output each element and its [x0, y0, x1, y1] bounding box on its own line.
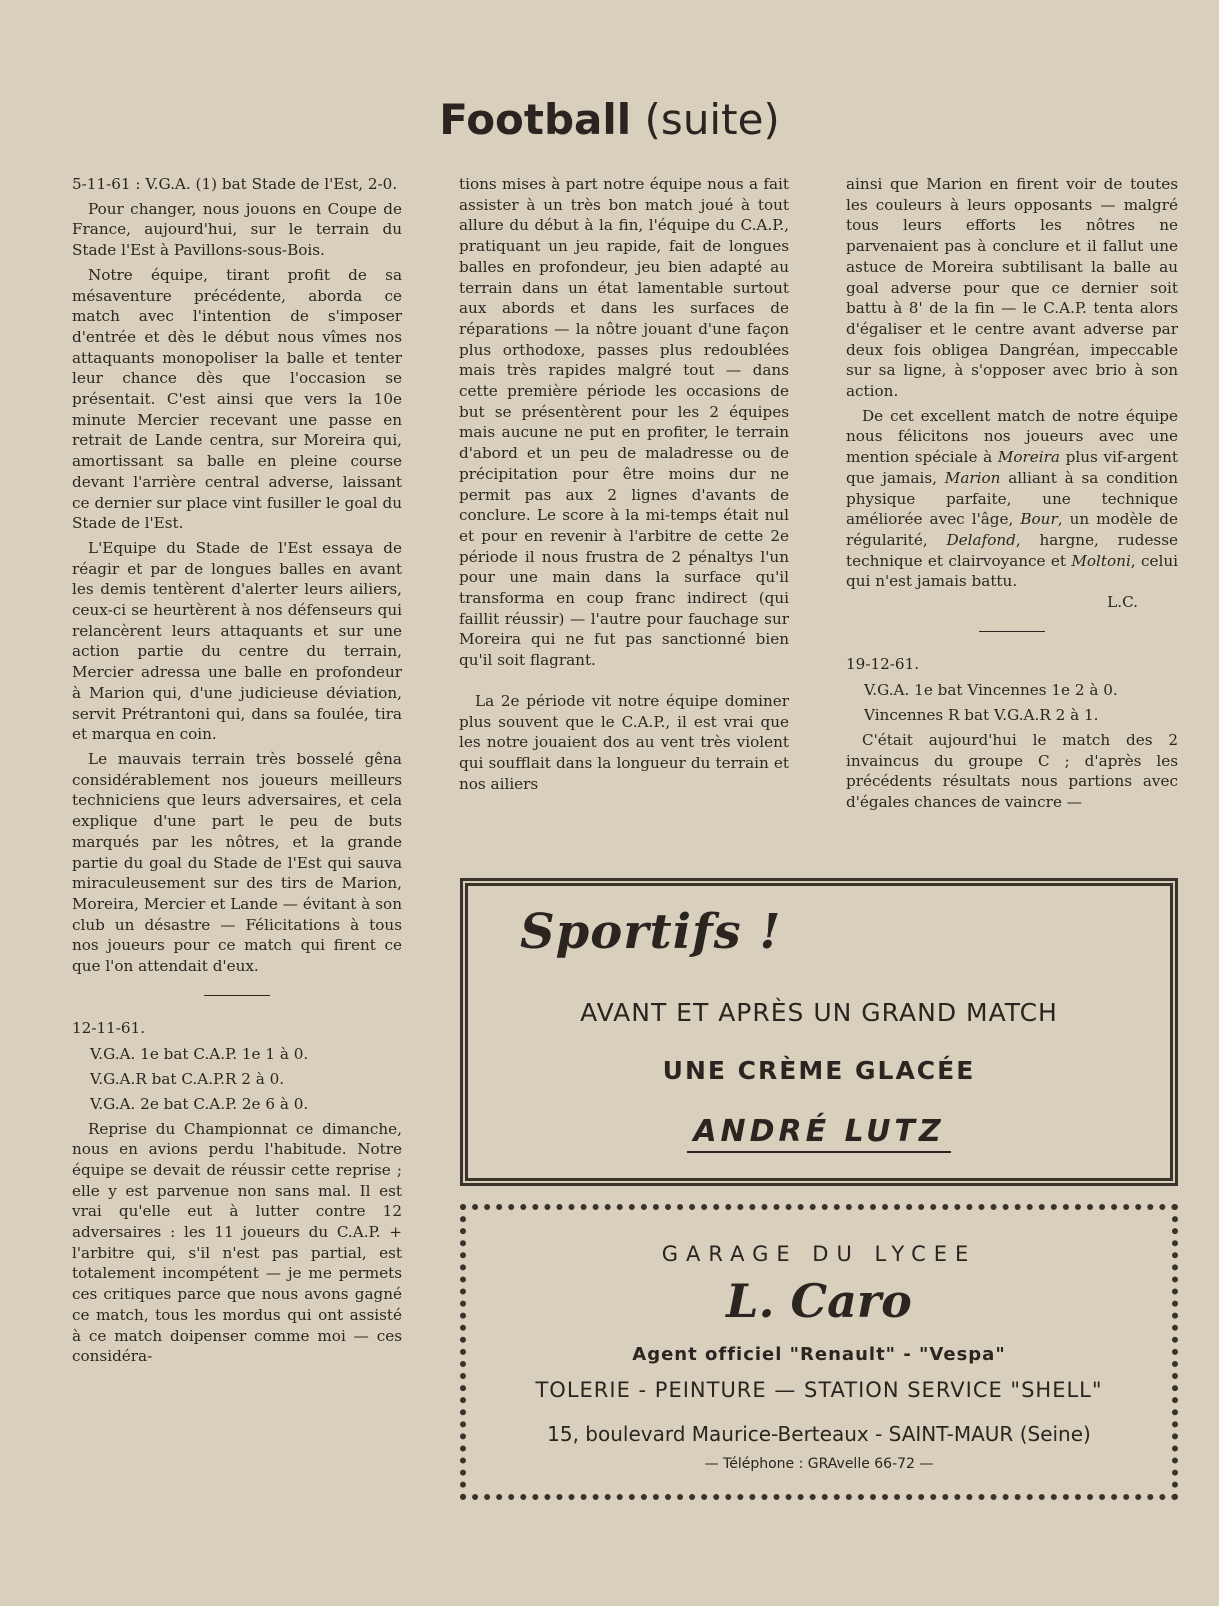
ad-phone: — Téléphone : GRAvelle 66-72 —: [704, 1456, 934, 1472]
paragraph: Pour changer, nous jouons en Coupe de France, aujourd'hui, sur le terrain du Stade l'Est à Pavillons-sous-Bois.: [72, 199, 402, 260]
ad-address: 15, boulevard Maurice-Berteaux - SAINT-MAUR (Seine): [547, 1422, 1091, 1446]
paragraph: De cet excellent match de notre équipe nous félicitons nos joueurs avec une mention spéciale à Moreira plus vif-argent que jamais, Marion alliant à sa condition physique parfaite, une technique améliorée avec l'âge, Bour, un modèle de régularité, Delafond, hargne, rudesse technique et clairvoyance et Moltoni, celui qui n'est jamais battu.: [846, 406, 1179, 591]
divider: [979, 631, 1045, 632]
score-line: V.G.A. 1e bat Vincennes 1e 2 à 0.: [864, 681, 1118, 700]
column-1: [72, 174, 402, 1367]
paragraph: L'Equipe du Stade de l'Est essaya de réagir et par de longues balles en avant les demis tentèrent d'alerter leurs ailiers, ceux-ci se heurtèrent à nos défenseurs qui relancèrent leurs attaquants et sur une action partie du centre du terrain, Mercier adressa une balle en profondeur à Marion qui, d'une judicieuse déviation, servit Prétrantoni qui, dans sa foulée, tira et marqua en coin.: [72, 538, 402, 744]
title-main: Football: [439, 95, 632, 144]
ad-line: AVANT ET APRÈS UN GRAND MATCH: [580, 998, 1058, 1027]
ad-brand: L. Caro: [726, 1274, 912, 1328]
ad-brand: ANDRÉ LUTZ: [468, 1114, 1170, 1149]
ad-line: TOLERIE - PEINTURE — STATION SERVICE "SHELL": [535, 1378, 1103, 1402]
advertisement-garage: [460, 1204, 1178, 1500]
paragraph: ainsi que Marion en firent voir de toutes les couleurs à leurs opposants — malgré tous leurs efforts les nôtres ne parvenaient pas à conclure et il fallut une astuce de Moreira subtilisant la balle au goal adverse pour que ce dernier soit battu à 8' de la fin — le C.A.P. tenta alors d'égaliser et le centre avant adverse par deux fois obligea Dangréan, impeccable sur sa ligne, à s'opposer avec brio à son action.: [846, 175, 1178, 401]
match-heading: 5-11-61 : V.G.A. (1) bat Stade de l'Est, 2-0.: [72, 175, 398, 193]
paragraph: Reprise du Championnat ce dimanche, nous en avions perdu l'habitude. Notre équipe se devait de réussir cette reprise ; elle y est parvenue non sans mal. Il est vrai qu'elle eut à lutter contre 12 adversaires : les 11 joueurs du C.A.P. + l'arbitre qui, s'il n'est pas partial, est totalement incompétent — je me permets ces critiques parce que nous avons gagné ce match, tous les mordus qui ont assisté à ce match doipenser comme moi — ces considéra-: [72, 1119, 402, 1366]
ad-line: GARAGE DU LYCEE: [661, 1242, 977, 1266]
title-suffix: (suite): [644, 95, 780, 144]
column-3: [846, 174, 1178, 813]
ad-line: UNE CRÈME GLACÉE: [662, 1056, 976, 1085]
column-2: [459, 174, 789, 794]
player-name: Marion: [944, 468, 1001, 487]
divider: [204, 995, 270, 996]
advertisement-ice-cream: [460, 878, 1178, 1186]
paragraph: Le mauvais terrain très bosselé gêna considérablement nos joueurs meilleurs techniciens que leurs adversaires, et cela explique d'une part le peu de buts marqués par les nôtres, et la grande partie du goal du Stade de l'Est qui sauva miraculeusement sur des tirs de Marion, Moreira, Mercier et Lande — évitant à son club un désastre — Félicitations à tous nos joueurs pour ce match qui firent ce que l'on attendait d'eux.: [72, 749, 402, 976]
match-date: 12-11-61.: [72, 1018, 146, 1037]
player-name: Delafond: [946, 530, 1016, 549]
page-title: [0, 92, 1219, 148]
match-date: 19-12-61.: [846, 654, 920, 673]
score-line: V.G.A.R bat C.A.P.R 2 à 0.: [90, 1070, 285, 1089]
paragraph: C'était aujourd'hui le match des 2 invaincus du groupe C ; d'après les précédents résultats nous partions avec d'égales chances de vaincre —: [846, 730, 1178, 811]
ad-script-heading: Sportifs !: [520, 904, 782, 960]
player-name: Bour: [1020, 510, 1058, 529]
score-line: V.G.A. 2e bat C.A.P. 2e 6 à 0.: [90, 1094, 309, 1113]
paragraph: Notre équipe, tirant profit de sa mésaventure précédente, aborda ce match avec l'intention de s'imposer d'entrée et dès le début nous vîmes nos attaquants monopoliser la balle et tenter leur chance dès que l'occasion se présentait. C'est ainsi que vers la 10e minute Mercier recevant une passe en retrait de Lande centra, sur Moreira qui, amortissant sa balle en pleine course devant l'arrière central adverse, laissant ce dernier sur place vint fusiller le goal du Stade de l'Est.: [72, 265, 402, 533]
score-line: V.G.A. 1e bat C.A.P. 1e 1 à 0.: [90, 1045, 309, 1064]
player-name: Moreira: [997, 448, 1060, 467]
paragraph: tions mises à part notre équipe nous a fait assister à un très bon match joué à tout allure du début à la fin, l'équipe du C.A.P., pratiquant un jeu rapide, fait de longues balles en profondeur, jeu bien adapté au terrain dans un état lamentable surtout aux abords et dans les surfaces de réparations — la nôtre jouant d'une façon plus orthodoxe, passes plus redoublées mais très rapides malgré tout — dans cette première période les occasions de but se présentèrent pour les 2 équipes mais aucune ne put en profiter, le terrain d'abord et un peu de maladresse ou de précipitation pour être moins dur ne permit pas aux 2 lignes d'avants de conclure. Le score à la mi-temps était nul et pour en revenir à l'arbitre de cette 2e période il nous frustra de 2 pénaltys l'un pour une main dans la surface qu'il transforma en coup franc indirect (qui faillit réussir) — l'autre pour fauchage sur Moreira qui ne fut pas sanctionné bien qu'il soit flagrant.: [459, 175, 789, 670]
score-line: Vincennes R bat V.G.A.R 2 à 1.: [864, 706, 1099, 725]
paragraph: La 2e période vit notre équipe dominer plus souvent que le C.A.P., il est vrai que les notre jouaient dos au vent très violent qui soufflait dans la longueur du terrain et nos ailiers: [459, 691, 789, 793]
ad-line: Agent officiel "Renault" - "Vespa": [632, 1344, 1006, 1365]
signature: L.C.: [1107, 593, 1138, 612]
player-name: Moltoni: [1071, 551, 1131, 570]
